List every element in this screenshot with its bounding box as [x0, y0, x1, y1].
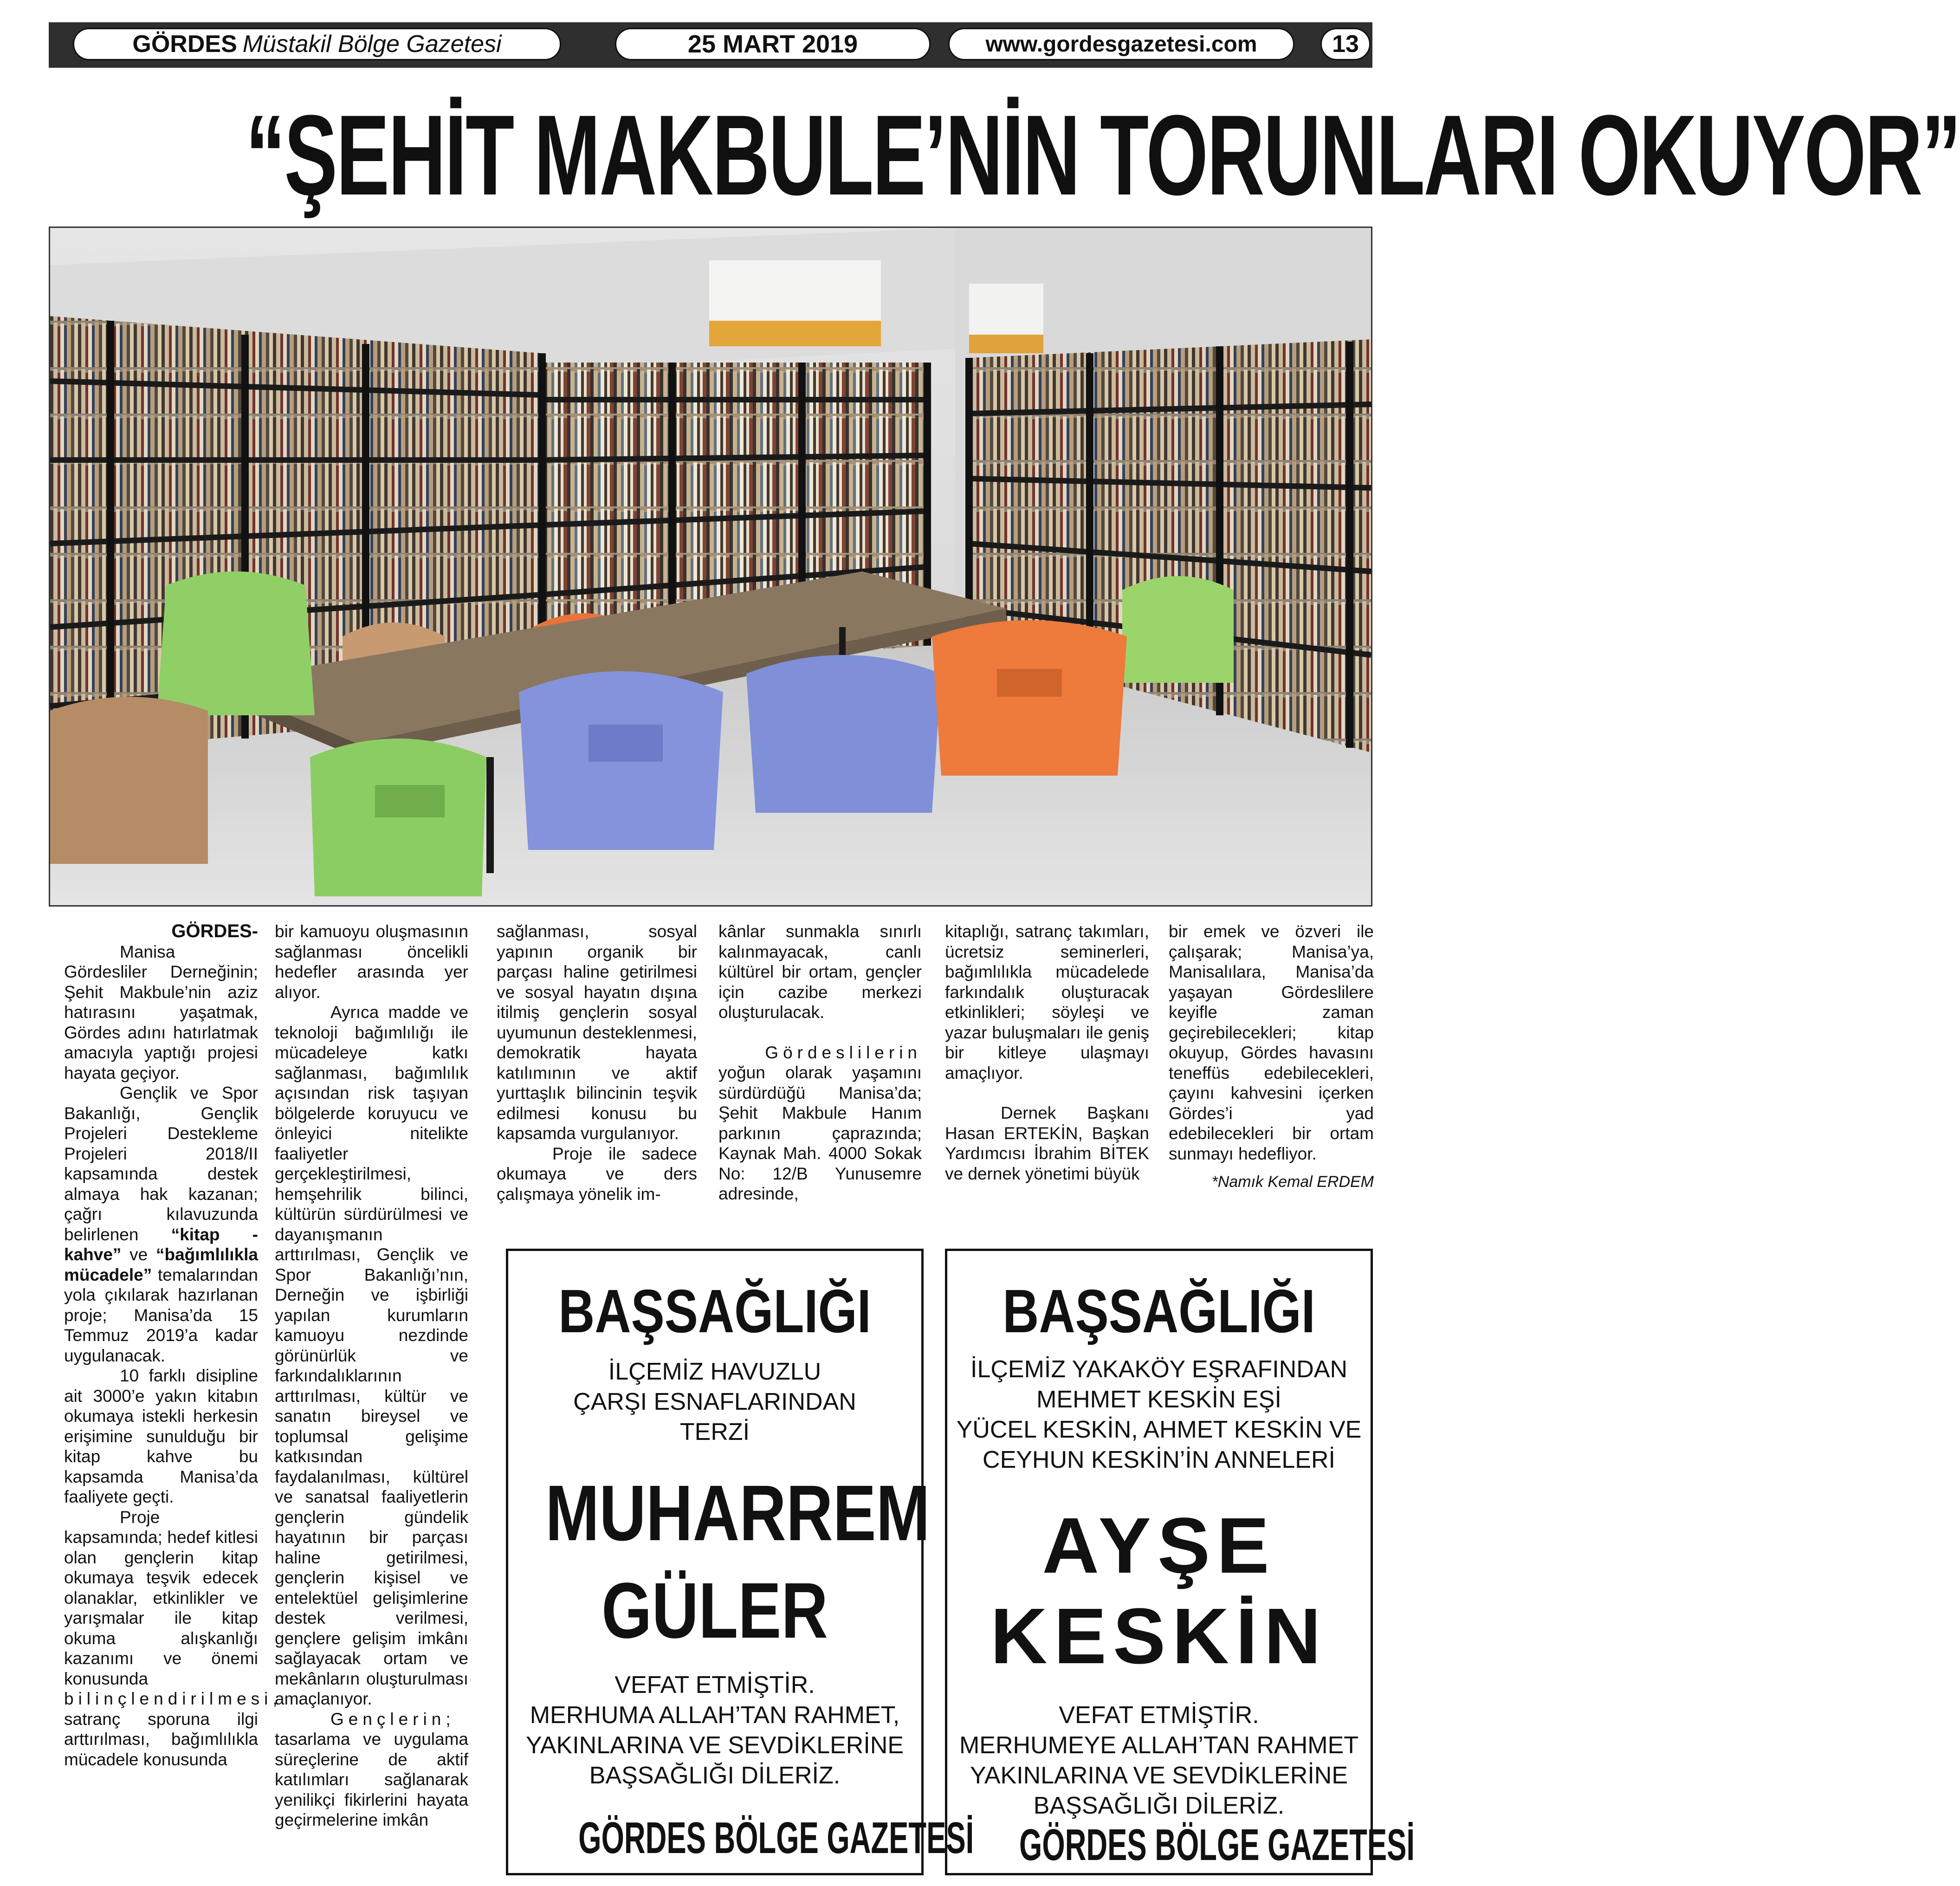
article-column-6	[1169, 921, 1374, 1193]
paragraph: bilinçlendirilmesi,	[64, 1689, 282, 1708]
deceased-name-first: MUHARREM	[545, 1469, 930, 1557]
condolence-message: YAKINLARINA VE SEVDİKLERİNE	[526, 1732, 904, 1759]
paragraph: bir emek ve özveri ile çalışarak; Manisa’ya, Manisalılara, Manisa’da yaşayan Gördeslilere keyifle zaman geçirebilecekleri; kitap okuyup, Gördes havasını teneffüs edebilecekleri, çayını kahvesini içerken Gördes’i yad edebilecekleri bir ortam sunmayı hedefliyor.	[1169, 922, 1374, 1163]
page-number: 13	[1320, 28, 1371, 60]
condolence-message: BAŞSAĞLIĞI DİLERİZ.	[589, 1762, 841, 1789]
condolence-line: TERZİ	[679, 1419, 750, 1445]
condolence-notice-2	[945, 1249, 1415, 1875]
deceased-name-last: GÜLER	[602, 1567, 828, 1655]
paragraph: Ayrıca madde ve teknoloji bağımlılığı ile mücadeleye katkı sağlanması, bağımlılık açısından risk taşıyan bölgelerde koruyucu ve önleyici nitelikte faaliyetler gerçekleştirilmesi, hemşehrilik bilinci, kültürün sürdürülmesi ve dayanışmanın arttırılması, Gençlik ve Spor Bakanlığı’nın, Derneğin ve işbirliği yapılan kurumların kamuoyu nezdinde görünürlük ve farkındalıklarının arttırılması, kültür ve sanatın bireysel ve toplumsal gelişime katkısından faydalanılması, kültürel ve sanatsal faaliyetlerin gençlerin gündelik hayatının bir parçası haline getirilmesi, gençlerin kişisel ve entelektüel gelişimlerine destek verilmesi, gençlere gelişim imkânı sağlayacak ortam ve mekânların oluşturulması amaçlanıyor.	[275, 1003, 468, 1708]
paragraph: 10 farklı disipline ait 3000’e yakın kitabın okumaya istekli herkesin erişimine sunulduğu bir kitap kahve bu kapsamda Manisa’da faaliyete geçti.	[64, 1366, 258, 1506]
library-illustration	[50, 228, 1371, 905]
article-column-5	[945, 921, 1149, 1184]
paragraph: satranç sporuna ilgi arttırılması, bağımlılıkla mücadele konusunda	[64, 1709, 258, 1769]
condolence-message: VEFAT ETMİŞTİR.	[1059, 1702, 1259, 1729]
condolence-notice-1	[506, 1249, 974, 1875]
condolence-signature: GÖRDES BÖLGE GAZETESİ	[578, 1813, 974, 1863]
paragraph: tasarlama ve uygulama süreçlerine de aktif katılımları sağlanarak yenilikçi fikirlerini hayata geçirmelerine imkân	[275, 1730, 468, 1829]
condolence-title: BAŞSAĞLIĞI	[1003, 1277, 1315, 1345]
paragraph: Dernek Başkanı Hasan ERTEKİN, Başkan Yardımcısı İbrahim BİTEK ve dernek yönetimi büyük	[945, 1103, 1149, 1183]
condolence-line: MEHMET KESKİN EŞİ	[1036, 1386, 1281, 1413]
paper-subtitle: Müstakil Bölge Gazetesi	[242, 31, 502, 58]
issue-date: 25 MART 2019	[615, 28, 931, 60]
paragraph: kitaplığı, satranç takımları, ücretsiz seminerleri, bağımlılıkla mücadelede farkındalık oluşturacak etkinlikleri; söyleşi ve yazar buluşmaları ile geniş bir kitleye ulaşmayı amaçlıyor.	[945, 922, 1149, 1082]
condolence-message: VEFAT ETMİŞTİR.	[615, 1672, 815, 1698]
condolence-message: BAŞSAĞLIĞI DİLERİZ.	[1033, 1792, 1285, 1819]
condolence-message: YAKINLARINA VE SEVDİKLERİNE	[970, 1762, 1348, 1789]
condolence-message: MERHUMEYE ALLAH’TAN RAHMET	[959, 1732, 1359, 1759]
author-credit: *Namık Kemal ERDEM	[1211, 1173, 1374, 1191]
condolence-title: BAŞSAĞLIĞI	[558, 1277, 871, 1345]
paragraph: sağlanması, sosyal yapının organik bir parçası haline getirilmesi ve sosyal hayatın dışına itilmiş gençlerin sosyal uyumunun desteklenmesi, demokratik hayata katılımının ve aktif yurttaşlık bilincinin teşvik edilmesi konusu bu kapsamda vurgulanıyor.	[497, 922, 697, 1143]
paragraph: yoğun olarak yaşamını sürdürdüğü Manisa’da; Şehit Makbule Hanım parkının çaprazında; Kaynak Mah. 4000 Sokak No: 12/B Yunusemre adresinde,	[718, 1063, 922, 1203]
paragraph: bir kamuoyu oluşmasının sağlanması öncelikli hedefler arasında yer alıyor.	[275, 922, 468, 1002]
paper-name-pill	[73, 28, 561, 60]
paragraph: Proje ile sadece okumaya ve ders çalışmaya yönelik im-	[497, 1144, 697, 1204]
deceased-name-first: AYŞE	[1042, 1502, 1276, 1590]
article-column-4	[718, 921, 922, 1204]
paragraph: Manisa Gördesliler Derneğinin; Şehit Makbule’nin aziz hatırasını yaşatmak, Gördes adını hatırlatmak amacıyla yaptığı projesi hayata geçiyor.	[64, 942, 258, 1082]
headline: “ŞEHİT MAKBULE’NİN TORUNLARI OKUYOR”	[246, 91, 1960, 219]
article-column-1	[64, 921, 282, 1769]
paragraph: kânlar sunmakla sınırlı kalınmayacak, canlı kültürel bir ortam, gençler için cazibe merkezi oluşturulacak.	[718, 922, 922, 1022]
website-link[interactable]: www.gordesgazetesi.com	[948, 28, 1294, 60]
dateline: GÖRDES-	[171, 921, 258, 941]
condolence-line: İLÇEMİZ HAVUZLU	[608, 1358, 822, 1385]
paragraph: Gençlerin;	[330, 1709, 455, 1729]
masthead-bar	[49, 22, 1372, 68]
library-photo	[49, 227, 1372, 907]
deceased-name-last: KESKİN	[990, 1592, 1328, 1680]
article-column-2	[275, 921, 468, 1830]
condolence-message: MERHUMA ALLAH’TAN RAHMET,	[530, 1702, 900, 1729]
paragraph: Gençlik ve Spor Bakanlığı, Gençlik Projeleri Destekleme Projeleri 2018/II kapsamında destek almaya hak kazanan; çağrı kılavuzunda belirlenen “kitap - kahve” ve “bağımlılıkla mücadele” temalarından yola çıkılarak hazırlanan proje; Manisa’da 15 Temmuz 2019’a kadar uygulanacak.	[64, 1083, 259, 1365]
article-column-3	[497, 921, 697, 1204]
condolence-line: YÜCEL KESKİN, AHMET KESKİN VE	[956, 1416, 1362, 1443]
condolence-line: ÇARŞI ESNAFLARINDAN	[573, 1388, 856, 1415]
paper-name: GÖRDES	[132, 31, 237, 58]
condolence-line: İLÇEMİZ YAKAKÖY EŞRAFINDAN	[970, 1356, 1347, 1383]
paragraph: Gördeslilerin	[765, 1043, 922, 1062]
condolence-signature: GÖRDES BÖLGE GAZETESİ	[1019, 1820, 1415, 1870]
paragraph: Proje kapsamında; hedef kitlesi olan gençlerin kitap okumaya teşvik edecek olanaklar, etkinlikler ve yarışmalar ile kitap okuma alışkanlığı kazanımı ve önemi konusunda	[64, 1507, 258, 1688]
condolence-line: CEYHUN KESKİN’İN ANNELERİ	[983, 1446, 1335, 1473]
